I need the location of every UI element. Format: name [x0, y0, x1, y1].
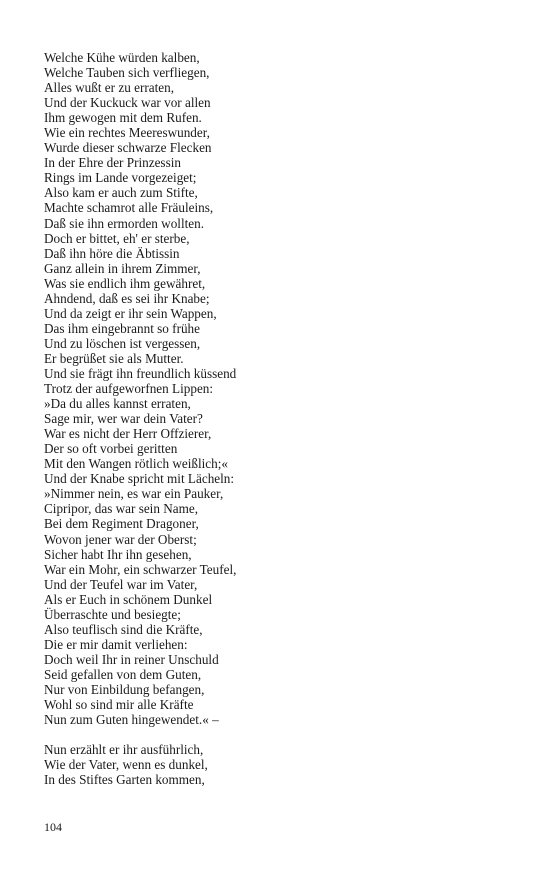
verse-line: Und da zeigt er ihr sein Wappen,: [44, 305, 217, 321]
verse-line: Ahndend, daß es sei ihr Knabe;: [44, 290, 210, 306]
verse-line: Wie der Vater, wenn es dunkel,: [44, 757, 208, 773]
verse-line: »Da du alles kannst erraten,: [44, 396, 191, 412]
verse-line: Wie ein rechtes Meereswunder,: [44, 125, 210, 141]
verse-line: Als er Euch in schönem Dunkel: [44, 591, 213, 607]
verse-line: Die er mir damit verliehen:: [44, 636, 188, 652]
verse-line: Und sie frägt ihn freundlich küssend: [44, 365, 237, 381]
verse-line: Sage mir, wer war dein Vater?: [44, 411, 203, 427]
verse-line: Das ihm eingebrannt so frühe: [44, 320, 201, 336]
verse-line: War es nicht der Herr Offzierer,: [44, 426, 212, 442]
verse-line: Daß sie ihn ermorden wollten.: [44, 215, 205, 231]
stanza: [44, 50, 504, 727]
verse-line: War ein Mohr, ein schwarzer Teufel,: [44, 561, 237, 577]
verse-line: Wovon jener war der Oberst;: [44, 531, 197, 547]
verse-line: Doch weil Ihr in reiner Unschuld: [44, 651, 219, 667]
verse-line: Überraschte und besiegte;: [44, 606, 181, 622]
verse-line: In der Ehre der Prinzessin: [44, 155, 181, 171]
verse-line: Mit den Wangen rötlich weißlich;«: [44, 456, 229, 472]
verse-line: Nun zum Guten hingewendet.« –: [44, 712, 219, 728]
verse-line: Wohl so sind mir alle Kräfte: [44, 697, 194, 713]
verse-line: Also teuflisch sind die Kräfte,: [44, 621, 203, 637]
verse-line: Bei dem Regiment Dragoner,: [44, 516, 199, 532]
poem-text: [44, 50, 504, 787]
verse-line: Trotz der aufgeworfnen Lippen:: [44, 381, 214, 397]
verse-line: Welche Tauben sich verfliegen,: [44, 65, 210, 81]
verse-line: Also kam er auch zum Stifte,: [44, 185, 198, 201]
verse-line: Und der Knabe spricht mit Lächeln:: [44, 471, 235, 487]
verse-line: Und der Kuckuck war vor allen: [44, 95, 211, 111]
verse-line: Ihm gewogen mit dem Rufen.: [44, 110, 202, 126]
verse-line: Und der Teufel war im Vater,: [44, 576, 198, 592]
verse-line: Nur von Einbildung befangen,: [44, 681, 205, 697]
verse-line: Er begrüßet sie als Mutter.: [44, 350, 184, 366]
verse-line: Der so oft vorbei geritten: [44, 441, 178, 457]
verse-line: Und zu löschen ist vergessen,: [44, 335, 201, 351]
page-number: 104: [44, 820, 62, 834]
verse-line: Welche Kühe würden kalben,: [44, 50, 200, 65]
verse-line: In des Stiftes Garten kommen,: [44, 772, 205, 788]
verse-line: Nun erzählt er ihr ausführlich,: [44, 742, 204, 758]
verse-line: »Nimmer nein, es war ein Pauker,: [44, 486, 224, 502]
verse-line: Ganz allein in ihrem Zimmer,: [44, 260, 201, 276]
verse-line: Daß ihn höre die Äbtissin: [44, 245, 180, 261]
verse-line: Machte schamrot alle Fräuleins,: [44, 200, 214, 216]
verse-line: Cipripor, das war sein Name,: [44, 501, 199, 517]
verse-line: Sicher habt Ihr ihn gesehen,: [44, 546, 192, 562]
verse-line: Doch er bittet, eh' er sterbe,: [44, 230, 190, 246]
stanza: [44, 742, 504, 787]
verse-line: Wurde dieser schwarze Flecken: [44, 140, 212, 156]
verse-line: Rings im Lande vorgezeiget;: [44, 170, 197, 186]
verse-line: Seid gefallen von dem Guten,: [44, 666, 202, 682]
verse-line: Was sie endlich ihm gewähret,: [44, 275, 206, 291]
verse-line: Alles wußt er zu erraten,: [44, 80, 174, 96]
